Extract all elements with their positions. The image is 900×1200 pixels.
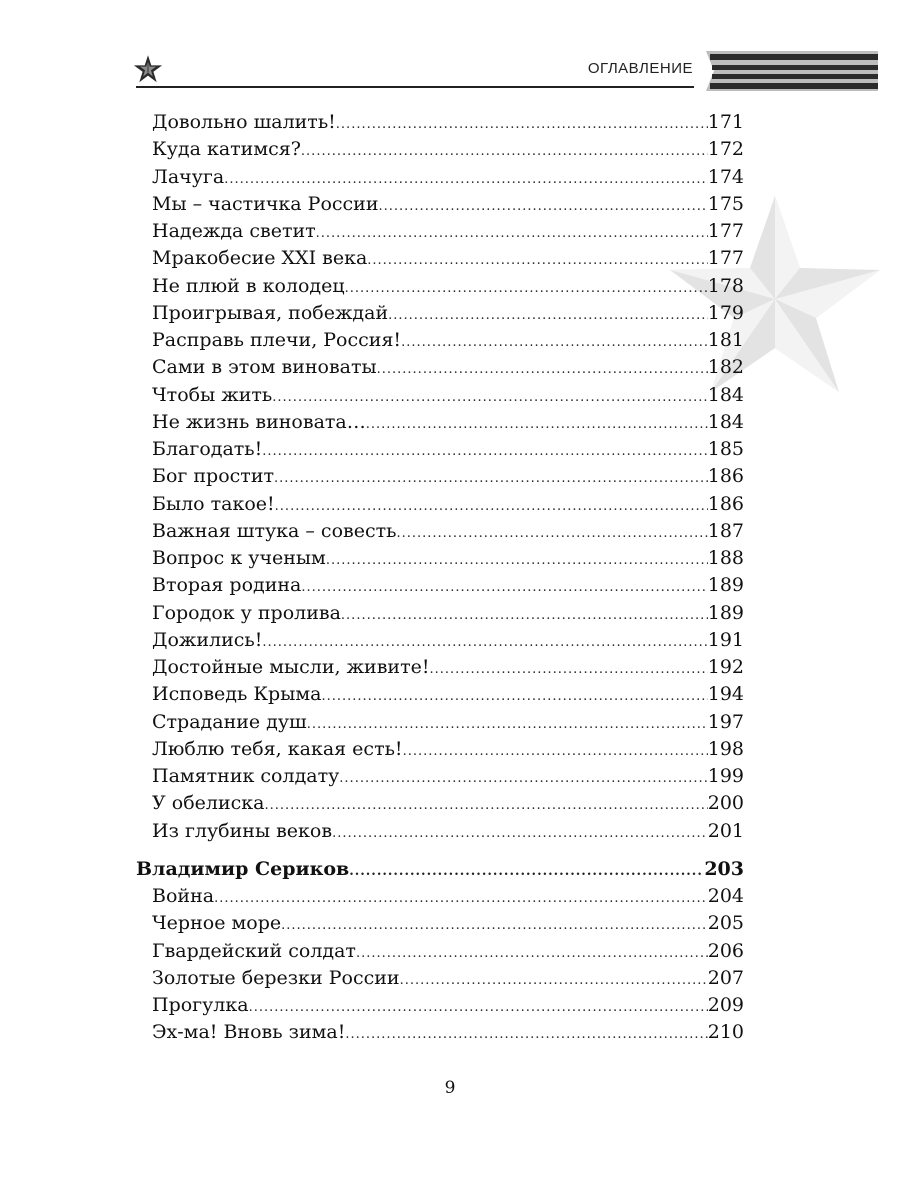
toc-entry[interactable]: [136, 463, 744, 490]
toc-entry-page: 205: [707, 912, 744, 935]
dot-leader: [281, 912, 708, 939]
toc-entry[interactable]: [136, 992, 744, 1019]
toc-entry-title: Достойные мысли, живите!: [152, 656, 430, 678]
dot-leader: [388, 302, 708, 329]
dot-leader: [400, 967, 708, 994]
dot-leader: [403, 738, 708, 765]
toc-entry-page: 177: [707, 247, 744, 270]
dot-leader: [367, 247, 707, 274]
dot-leader: [321, 683, 707, 710]
toc-entry-title: Надежда светит: [152, 220, 316, 242]
toc-entry-title: Вторая родина: [152, 574, 302, 597]
toc-entry-page: 187: [707, 519, 744, 542]
toc-entry-page: 209: [707, 994, 744, 1016]
toc-entry-page: 204: [707, 885, 744, 907]
toc-entry-page: 182: [707, 356, 744, 379]
toc-entry-title: Черное море: [152, 912, 282, 935]
toc-entry-page: 192: [707, 656, 744, 678]
toc-entry-title: Чтобы жить: [152, 383, 273, 406]
toc-entry-page: 172: [707, 138, 744, 161]
toc-entry[interactable]: [136, 218, 744, 245]
dot-leader: [379, 193, 708, 220]
toc-entry[interactable]: [136, 354, 744, 381]
toc-entry-title: Вопрос к ученым: [152, 547, 326, 569]
toc-entry-page: 174: [707, 165, 744, 188]
toc-entry[interactable]: [136, 627, 744, 654]
toc-entry[interactable]: [136, 409, 744, 436]
toc-entry-title: Довольно шалить!: [152, 111, 336, 133]
toc-entry[interactable]: [136, 965, 744, 992]
toc-entry-title: Расправь плечи, Россия!: [152, 329, 402, 351]
toc-entry[interactable]: [136, 164, 744, 191]
toc-entry-title: Мракобесие XXI века: [152, 247, 368, 270]
toc-entry-page: 186: [707, 465, 744, 488]
dot-leader: [345, 275, 708, 302]
toc-entry[interactable]: [136, 883, 744, 910]
dot-leader: [336, 111, 708, 138]
toc-entry-title: Куда катимся?: [152, 138, 301, 161]
dot-leader: [429, 656, 707, 683]
table-of-contents: [136, 109, 744, 1047]
dot-leader: [262, 629, 707, 656]
dot-leader: [339, 765, 707, 792]
toc-entry-title: Прогулка: [152, 994, 249, 1016]
dot-leader: [401, 329, 708, 356]
toc-entry-title: Бог простит: [152, 465, 274, 488]
toc-entry-page: 181: [707, 329, 744, 351]
toc-entry-page: 210: [707, 1021, 744, 1044]
toc-entry-title: Эх-ма! Вновь зима!: [152, 1021, 346, 1044]
toc-entry-page: 188: [707, 547, 744, 569]
dot-leader: [274, 465, 708, 492]
toc-entry[interactable]: [136, 300, 744, 327]
toc-entry-page: 200: [707, 792, 744, 815]
toc-entry-title: Сами в этом виноваты: [152, 356, 377, 379]
toc-entry-title: Гвардейский солдат: [152, 939, 356, 962]
toc-entry-page: 171: [707, 111, 744, 133]
toc-entry-title: Страдание душ: [152, 710, 307, 733]
dot-leader: [332, 820, 708, 847]
toc-entry-page: 203: [704, 857, 744, 880]
dot-leader: [326, 547, 708, 574]
toc-entry-page: 178: [707, 274, 744, 297]
toc-entry-page: 189: [707, 574, 744, 597]
toc-entry-title: Было такое!: [152, 492, 275, 515]
toc-entry[interactable]: [136, 600, 744, 627]
toc-entry[interactable]: [136, 572, 744, 599]
toc-entry-title: Памятник солдату: [152, 765, 340, 787]
toc-entry-page: 179: [707, 301, 744, 324]
toc-entry-page: 198: [707, 737, 744, 760]
dot-leader: [264, 792, 707, 819]
dot-leader: [249, 994, 708, 1021]
toc-entry[interactable]: [136, 109, 744, 136]
toc-entry-page: 191: [707, 628, 744, 651]
toc-entry[interactable]: [136, 191, 744, 218]
toc-entry-title: Не плюй в колодец: [152, 274, 345, 297]
toc-entry[interactable]: [136, 818, 744, 845]
toc-entry-page: 186: [707, 492, 744, 515]
toc-entry-page: 177: [707, 220, 744, 242]
toc-entry[interactable]: [136, 709, 744, 736]
toc-entry[interactable]: [136, 436, 744, 463]
toc-entry[interactable]: [136, 736, 744, 763]
toc-entry-page: 184: [707, 383, 744, 406]
toc-entry[interactable]: [136, 681, 744, 708]
toc-entry-page: 199: [707, 765, 744, 787]
toc-entry-title: Проигрывая, побеждай: [152, 301, 389, 324]
toc-entry[interactable]: [136, 382, 744, 409]
toc-entry-title: Важная штука – совесть: [152, 519, 397, 542]
toc-entry-page: 197: [707, 710, 744, 733]
toc-author-entry[interactable]: [136, 856, 744, 883]
toc-entry[interactable]: [136, 327, 744, 354]
toc-entry-title: Благодать!: [152, 438, 263, 460]
dot-leader: [356, 940, 708, 967]
toc-entry-title: Война: [152, 885, 215, 907]
dot-leader: [345, 1021, 707, 1048]
toc-entry[interactable]: [136, 518, 744, 545]
dot-leader: [366, 411, 708, 438]
toc-entry-page: 201: [707, 819, 744, 842]
toc-entry-title: Дожились!: [152, 628, 263, 651]
toc-entry[interactable]: [136, 910, 744, 937]
dot-leader: [301, 574, 707, 601]
toc-entry[interactable]: [136, 763, 744, 790]
toc-entry-page: 184: [707, 410, 744, 433]
star-icon: [133, 54, 163, 84]
header-rule: [136, 86, 694, 88]
toc-entry-title: Люблю тебя, какая есть!: [152, 737, 403, 760]
toc-entry[interactable]: [136, 273, 744, 300]
toc-entry-title: Исповедь Крыма: [152, 683, 322, 706]
toc-entry[interactable]: [136, 938, 744, 965]
dot-leader: [316, 220, 708, 247]
dot-leader: [272, 384, 708, 411]
toc-entry-page: 185: [707, 438, 744, 460]
dot-leader: [214, 885, 708, 912]
dot-leader: [262, 438, 707, 465]
dot-leader: [275, 493, 708, 520]
toc-entry-page: 194: [707, 683, 744, 706]
dot-leader: [224, 166, 708, 193]
dot-leader: [341, 602, 708, 629]
toc-entry-title: Не жизнь виновата…: [152, 410, 366, 433]
ribbon-stripes: [706, 51, 878, 91]
toc-entry-page: 207: [707, 966, 744, 989]
dot-leader: [377, 356, 708, 383]
header-title: ОГЛАВЛЕНИЕ: [587, 60, 693, 77]
dot-leader: [307, 711, 708, 738]
dot-leader: [349, 858, 704, 885]
page-number: 9: [444, 1078, 456, 1098]
toc-entry-title: Золотые березки России: [152, 966, 400, 989]
toc-entry-page: 206: [707, 939, 744, 962]
toc-entry-page: 175: [707, 192, 744, 215]
toc-entry[interactable]: [136, 1019, 744, 1046]
toc-entry-title: Мы – частичка России: [152, 192, 379, 215]
toc-entry[interactable]: [136, 136, 744, 163]
toc-entry[interactable]: [136, 245, 744, 272]
dot-leader: [301, 138, 708, 165]
toc-entry[interactable]: [136, 654, 744, 681]
toc-entry-title: Лачуга: [152, 165, 225, 188]
toc-entry-title: У обелиска: [152, 792, 265, 815]
toc-entry[interactable]: [136, 545, 744, 572]
toc-entry[interactable]: [136, 790, 744, 817]
toc-entry-title: Владимир Сериков: [136, 857, 350, 880]
toc-entry-page: 189: [707, 601, 744, 624]
toc-entry-title: Из глубины веков: [152, 819, 333, 842]
toc-entry[interactable]: [136, 491, 744, 518]
dot-leader: [396, 520, 707, 547]
toc-entry-title: Городок у пролива: [152, 601, 341, 624]
